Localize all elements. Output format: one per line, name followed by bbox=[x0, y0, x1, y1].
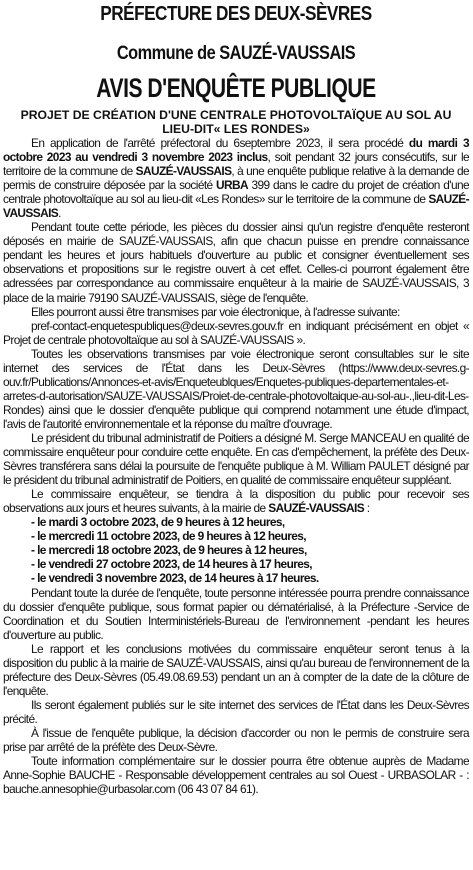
paragraph-electronic: Elles pourront aussi être transmises par voie électronique, à l'adresse suivante: bbox=[31, 304, 400, 319]
schedule-item: - le mardi 3 octobre 2023, de 9 heures à 12 heures, bbox=[31, 515, 285, 530]
project-subtitle: PROJET DE CRÉATION D'UNE CENTRALE PHOTOVOLTAÏQUE AU SOL AU LIEU-DIT« LES RONDES» bbox=[20, 108, 452, 136]
paragraph-commissioner: Le président du tribunal administratif de Poitiers a désigné M. Serge MANCEAU en qualité de commissaire enquêteur pour conduire cette enquête. En cas d'empêchement, la préfète des Deux-Sèvres transférera sans délai la poursuite de l'enquête publique à M. William PAULET désigné par le président du tribunal administratif de Poitiers, en qualité de commissaire enquêteur suppléant. bbox=[3, 430, 469, 488]
schedule-item: - le mercredi 18 octobre 2023, de 9 heures à 12 heures, bbox=[31, 543, 307, 558]
schedule-item: - le vendredi 3 novembre 2023, de 14 heures à 17 heures. bbox=[31, 571, 319, 586]
paragraph-observations: Toutes les observations transmises par voie électronique seront consultables sur le site internet des services de l'État dans les Deux-Sèvres (https://www.deux-sevres.g-ouv.fr/Publications/Annonces-et-avis/Enqueteublques/Enquetes-publiques-departementales-et-arretes-d-autorisation/SAUZE-VAUSSAIS/Proiet-de-centrale-photovoltaique-au-sol-au-.,lieu-dit-Les-Rondes) ainsi que le dossier d'enquête publique qui comprend notamment une étude d'impact, l'avis de l'autorité environnementale et la réponse du maître d'ouvrage. bbox=[3, 346, 469, 431]
paragraph-publication: Ils seront également publiés sur le site internet des services de l'État dans les Deux-Sèvres précité. bbox=[3, 697, 469, 726]
paragraph-contact: Toute information complémentaire sur le dossier pourra être obtenue auprès de Madame Anne-Sophie BAUCHE - Responsable développement centrales au sol Ouest - URBASOLAR - : bauche.annesophie@urbasolar.com (06 43 07 84 61). bbox=[3, 754, 469, 797]
notice-title: AVIS D'ENQUÊTE PUBLIQUE bbox=[96, 73, 376, 103]
paragraph-decision: À l'issue de l'enquête publique, la décision d'accorder ou non le permis de construire sera prise par arrêté de la préfète des Deux-Sèvre. bbox=[3, 725, 469, 755]
paragraph-report: Le rapport et les conclusions motivées du commissaire enquêteur seront tenus à la disposition du public à la mairie de SAUZÉ-VAUSSAIS, ainsi qu'au bureau de l'environnement de la préfecture des Deux-Sèvres (05.49.08.69.53) pendant un an à compter de la date de la clôture de l'enquête. bbox=[3, 641, 469, 698]
schedule-item: - le vendredi 27 octobre 2023, de 14 heures à 17 heures, bbox=[31, 557, 312, 572]
paragraph-procedure: En application de l'arrêté préfectoral du 6septembre 2023, il sera procédé du mardi 3 octobre 2023 au vendredi 3 novembre 2023 inclus, soit pendant 32 jours consécutifs, sur le territoire de la commune de SAUZÉ-VAUSSAIS, à une enquête publique relative à la demande de permis de construire déposée par la société URBA 399 dans le cadre du projet de création d'une centrale photovoltaïque au sol au lieu-dit «Les Rondes» sur le territoire de la commune de SAUZÉ-VAUSSAIS. bbox=[3, 136, 469, 221]
schedule-item: - le mercredi 11 octobre 2023, de 9 heures à 12 heures, bbox=[31, 529, 306, 544]
paragraph-dossier: Pendant toute cette période, les pièces du dossier ainsi qu'un registre d'enquête resteront déposés en mairie de SAUZÉ-VAUSSAIS, afin que chacun puisse en prendre connaissance pendant les heures et jours habituels d'ouverture au public et consigner éventuellement ses observations et propositions sur le registre ouvert à cet effet. Celles-ci pourront également être adressées par correspondance au commissaire enquêteur à la mairie de SAUZÉ-VAUSSAIS, 3 place de la mairie 79190 SAUZÉ-VAUSSAIS, siège de l'enquête. bbox=[3, 220, 469, 305]
schedule-list bbox=[3, 515, 469, 585]
paragraph-permanences: Le commissaire enquêteur, se tiendra à la disposition du public pour recevoir ses observations aux jours et heures suivants, à la mairie de SAUZÉ-VAUSSAIS : bbox=[3, 487, 469, 516]
commune-heading: Commune de SAUZÉ-VAUSSAIS bbox=[116, 43, 356, 64]
prefecture-heading: PRÉFECTURE DES DEUX-SÈVRES bbox=[100, 3, 372, 25]
paragraph-email: pref-contact-enquetespubliques@deux-sevres.gouv.fr en indiquant précisément en objet « Projet de centrale photovoltaïque au sol à SAUZÉ-VAUSSAIS ». bbox=[3, 318, 469, 347]
notice-body bbox=[3, 136, 469, 796]
paragraph-consultation: Pendant toute la durée de l'enquête, toute personne intéressée pourra prendre connaissance du dossier d'enquête publique, sous format papier ou dématérialisé, à la Préfecture -Service de Coordination et du Soutien Interministériels-Bureau de l'environnement -pendant les heures d'ouverture au public. bbox=[3, 585, 469, 642]
